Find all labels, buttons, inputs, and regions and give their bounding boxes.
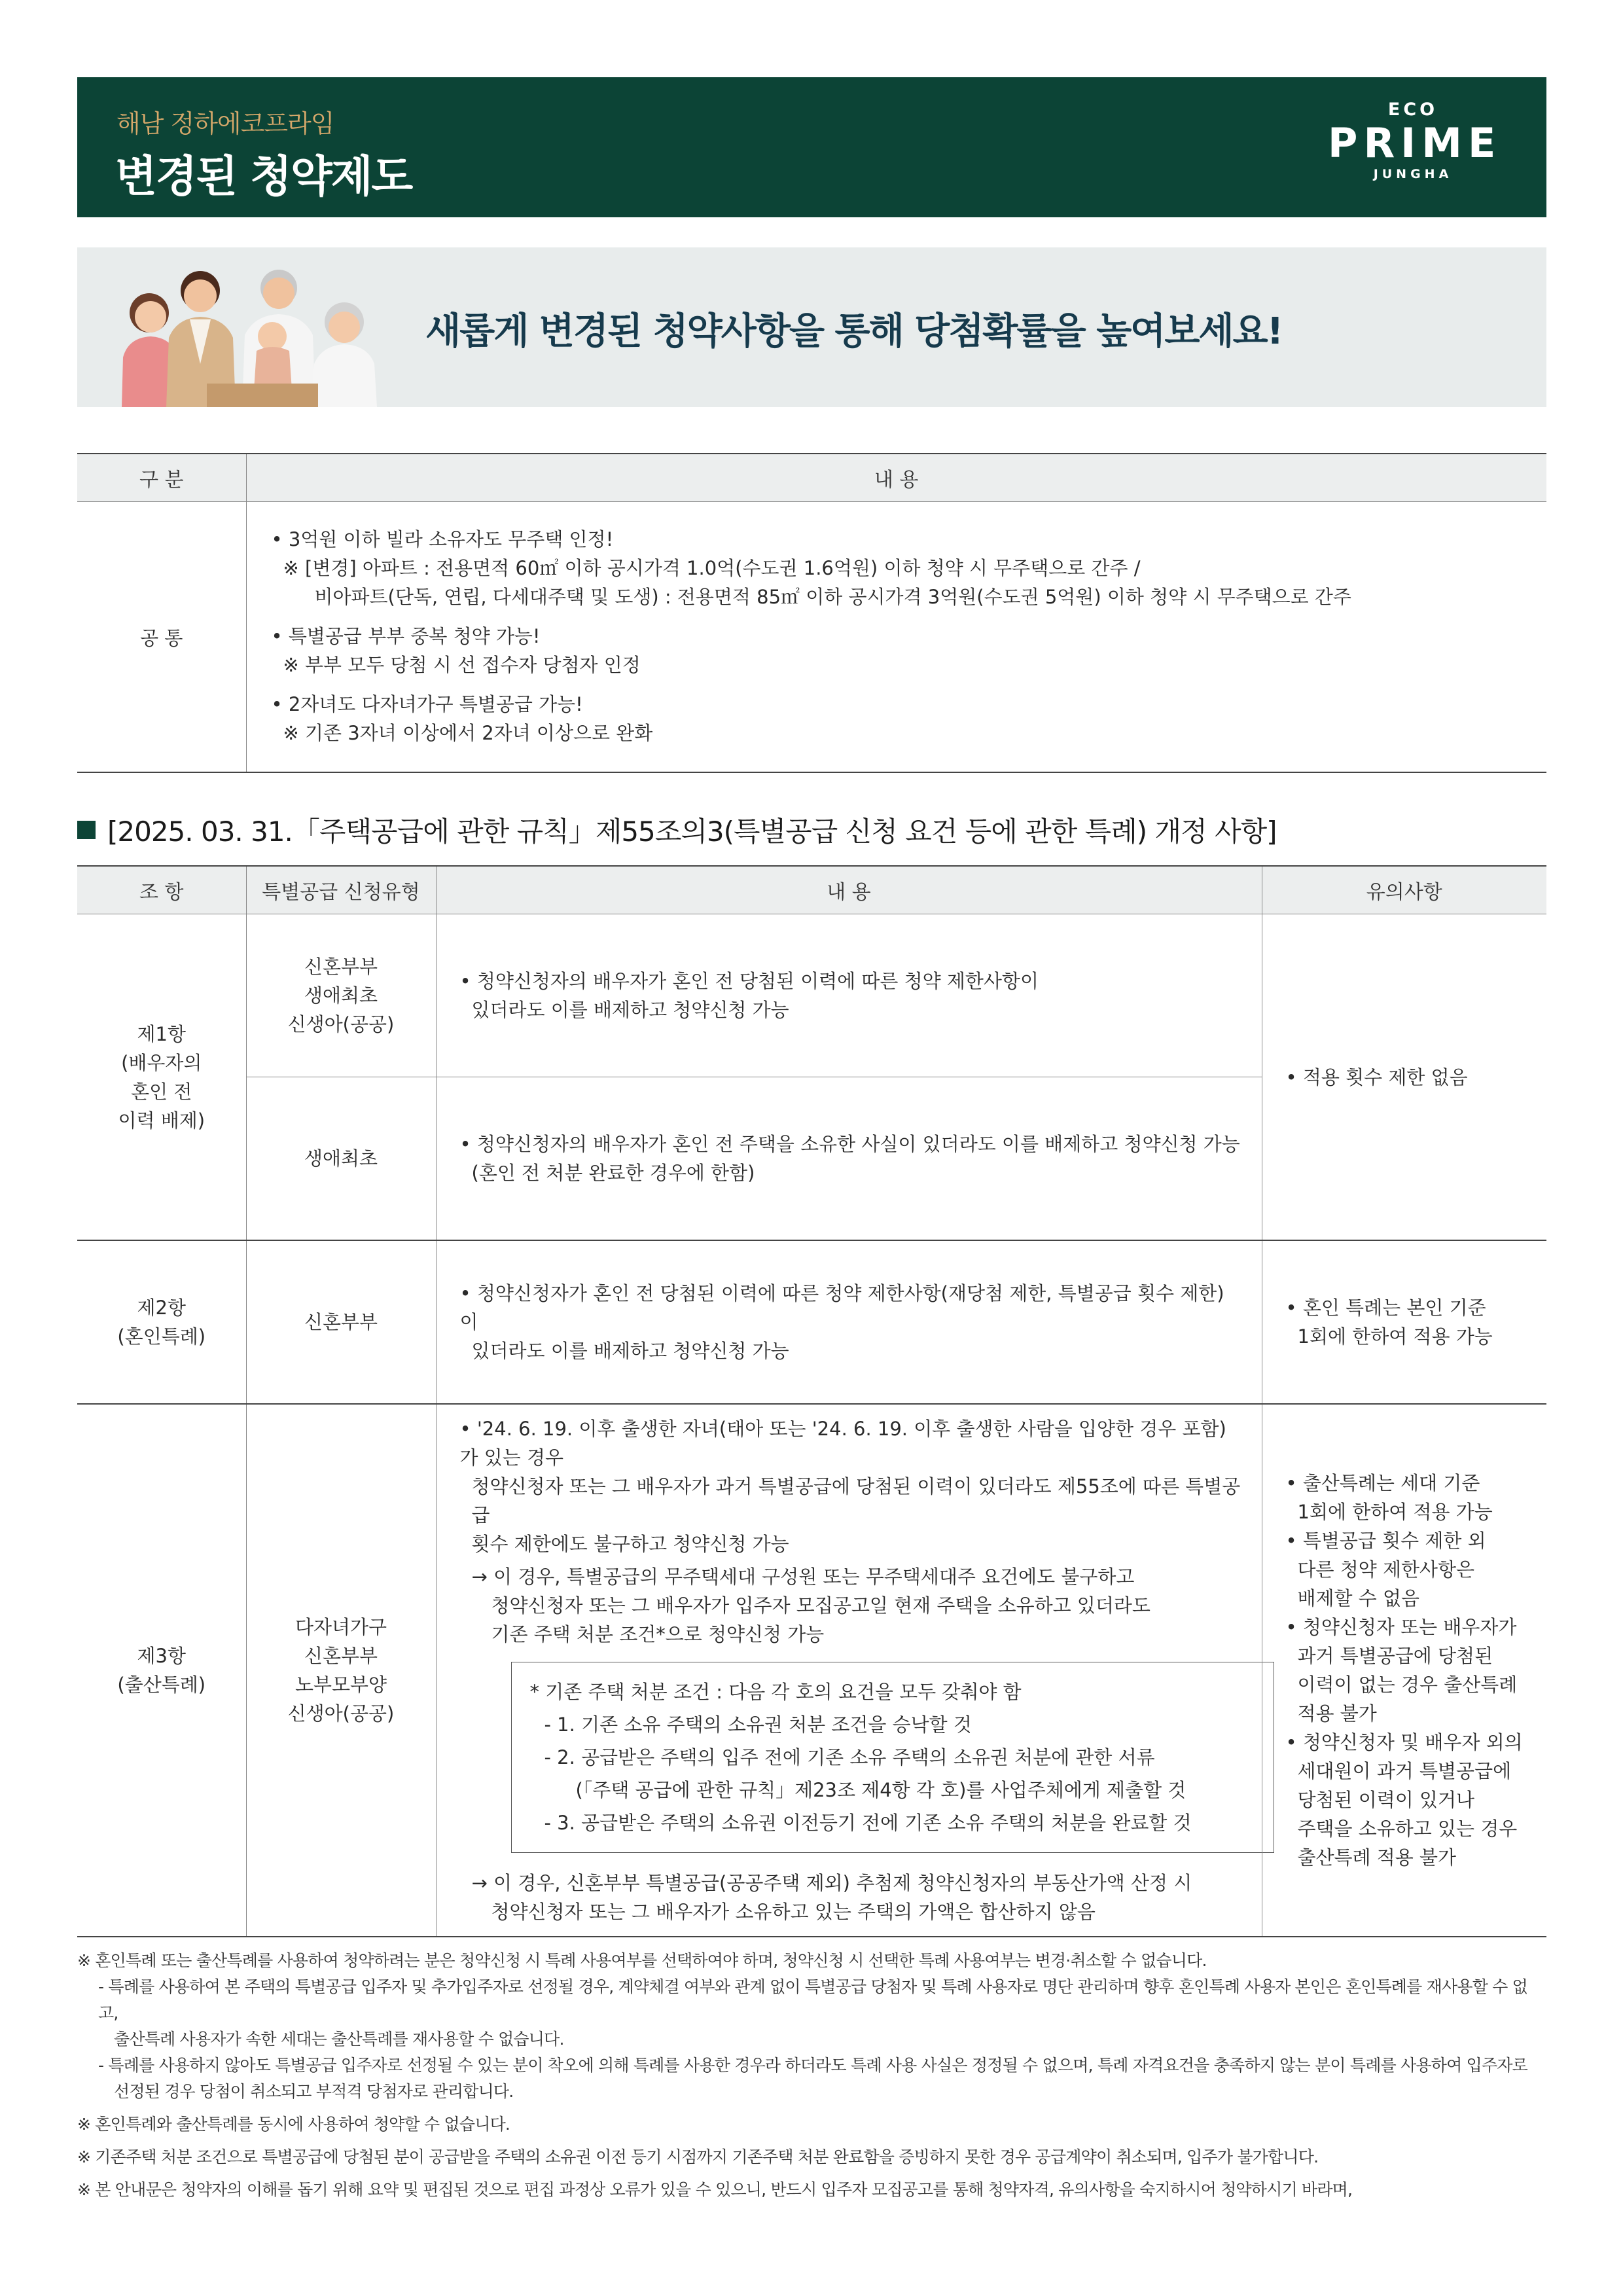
list-item — [272, 622, 1527, 679]
note-line: 이력이 없는 경우 출산특례 — [1297, 1674, 1518, 1696]
note-line: 출산특례 적용 불가 — [1297, 1846, 1457, 1869]
footnote-line: 선정된 경우 당첨이 취소되고 부적격 당첨자로 관리합니다. — [114, 2082, 514, 2101]
type-cell: 신혼부부 — [246, 1240, 436, 1404]
note-line: 당첨된 이력이 있거나 — [1297, 1789, 1475, 1811]
content-line: • 청약신청자가 혼인 전 당첨된 이력에 따른 청약 제한사항(재당첨 제한, 특별공급 횟수 제한)이 — [459, 1282, 1224, 1333]
bullet-text: • 2자녀도 다자녀가구 특별공급 가능! — [271, 693, 583, 715]
box-line: - 3. 공급받은 주택의 소유권 이전등기 전에 기존 소유 주택의 처분을 완료할 것 — [544, 1812, 1192, 1834]
clause-line: (출산특례) — [117, 1674, 206, 1696]
footnote: ※ 본 안내문은 청약자의 이해를 돕기 위해 요약 및 편집된 것으로 편집 과정상 오류가 있을 수 있으니, 반드시 입주자 모집공고를 통해 청약자격, 유의사항을 숙지하시어 청약하시기 바라며, — [77, 2180, 1353, 2199]
bullet-text: • 3억원 이하 빌라 소유자도 무주택 인정! — [271, 528, 614, 550]
note-text: ※ 기존 3자녀 이상에서 2자녀 이상으로 완화 — [283, 722, 653, 744]
note-line: 1회에 한하여 적용 가능 — [1297, 1325, 1493, 1348]
list-item — [272, 690, 1527, 747]
disposal-conditions-box — [511, 1662, 1274, 1853]
type-line: 신생아(공공) — [287, 1013, 395, 1035]
note-line: • 청약신청자 및 배우자 외의 — [1285, 1731, 1523, 1753]
content-line: 횟수 제한에도 불구하고 청약신청 가능 — [471, 1533, 789, 1555]
table-row — [77, 1404, 1546, 1937]
content-line: • '24. 6. 19. 이후 출생한 자녀(태아 또는 '24. 6. 19. 이후 출생한 사람을 입양한 경우 포함)가 있는 경우 — [459, 1418, 1226, 1469]
col-header-content: 내 용 — [436, 866, 1262, 914]
box-line: - 2. 공급받은 주택의 입주 전에 기존 소유 주택의 소유권 처분에 관한 서류 — [544, 1746, 1155, 1768]
note-line: • 청약신청자 또는 배우자가 — [1285, 1616, 1517, 1638]
footnote-line: - 특례를 사용하여 본 주택의 특별공급 입주자 및 추가입주자로 선정될 경우, 계약체결 여부와 관계 없이 특별공급 당첨자 및 특례 사용자로 명단 관리하며 향후 혼인특례 사용자 본인은 혼인특례를 재사용할 수 없고, — [98, 1977, 1528, 2022]
logo-bottom: JUNGHA — [1373, 167, 1453, 181]
type-line: 다자녀가구 — [294, 1616, 387, 1638]
clause-cell — [77, 914, 246, 1241]
type-line: 생애최초 — [304, 984, 378, 1007]
content-line: 청약신청자 또는 그 배우자가 과거 특별공급에 당첨된 이력이 있더라도 제55조에 따른 특별공급 — [471, 1475, 1241, 1526]
content-line: • 청약신청자의 배우자가 혼인 전 당첨된 이력에 따른 청약 제한사항이 — [459, 970, 1039, 992]
list-item — [272, 525, 1527, 611]
clause-cell — [77, 1404, 246, 1937]
note-line: • 혼인 특례는 본인 기준 — [1285, 1297, 1486, 1319]
clause-line: 제3항 — [137, 1645, 186, 1667]
note-text: ※ [변경] 아파트 : 전용면적 60㎡ 이하 공시가격 1.0억(수도권 1.6억원) 이하 청약 시 무주택으로 간주 / — [283, 557, 1141, 579]
clause-line: 혼인 전 — [131, 1080, 192, 1103]
banner-headline: 새롭게 변경된 청약사항을 통해 당첨확률을 높여보세요! — [425, 310, 1283, 353]
content-cell — [436, 1077, 1262, 1241]
table-row — [77, 1240, 1546, 1404]
note-text: 비아파트(단독, 연립, 다세대주택 및 도생) : 전용면적 85㎡ 이하 공시가격 3억원(수도권 5억원) 이하 청약 시 무주택으로 간주 — [314, 586, 1351, 608]
type-line: 신혼부부 — [304, 956, 378, 978]
content-line: 있더라도 이를 배제하고 청약신청 가능 — [471, 999, 789, 1021]
footnote: ※ 기존주택 처분 조건으로 특별공급에 당첨된 분이 공급받을 주택의 소유권 이전 등기 시점까지 기존주택 처분 완료함을 증빙하지 못한 경우 공급계약이 취소되며, 입주가 불가합니다. — [77, 2147, 1319, 2166]
content-line: 있더라도 이를 배제하고 청약신청 가능 — [471, 1340, 789, 1362]
content-line: → 이 경우, 특별공급의 무주택세대 구성원 또는 무주택세대주 요건에도 불구하고 — [471, 1566, 1135, 1588]
note-line: 적용 불가 — [1297, 1702, 1377, 1725]
footnote-line: 출산특례 사용자가 속한 세대는 출산특례를 재사용할 수 없습니다. — [114, 2030, 564, 2049]
logo-main: PRIME — [1328, 119, 1502, 167]
type-cell — [246, 914, 436, 1077]
content-line: 청약신청자 또는 그 배우자가 입주자 모집공고일 현재 주택을 소유하고 있더라도 — [491, 1594, 1150, 1617]
footnote-line: ※ 혼인특례 또는 출산특례를 사용하여 청약하려는 분은 청약신청 시 특례 사용여부를 선택하여야 하며, 청약신청 시 선택한 특례 사용여부는 변경·취소할 수 없습니다. — [77, 1951, 1207, 1970]
footnotes — [77, 1948, 1546, 2210]
content-cell — [436, 914, 1262, 1077]
content-line: 청약신청자 또는 그 배우자가 소유하고 있는 주택의 가액은 합산하지 않음 — [491, 1901, 1096, 1923]
type-line: 신생아(공공) — [287, 1702, 395, 1725]
col-header-type: 특별공급 신청유형 — [246, 866, 436, 914]
footnote — [77, 1948, 1546, 2105]
note-line: 다른 청약 제한사항은 — [1297, 1558, 1475, 1581]
clause-cell — [77, 1240, 246, 1404]
common-changes-table — [77, 453, 1546, 773]
footnote: ※ 혼인특례와 출산특례를 동시에 사용하여 청약할 수 없습니다. — [77, 2115, 510, 2134]
col-header-clause: 조 항 — [77, 866, 246, 914]
note-text: ※ 부부 모두 당첨 시 선 접수자 당첨자 인정 — [283, 654, 641, 676]
clause-line: 제2항 — [137, 1297, 186, 1319]
clause-line: (배우자의 — [121, 1051, 202, 1074]
bullet-text: • 특별공급 부부 중복 청약 가능! — [271, 625, 541, 647]
eco-prime-logo — [1328, 99, 1502, 181]
clause-line: 이력 배제) — [118, 1109, 205, 1132]
note-line: • 적용 횟수 제한 없음 — [1285, 1066, 1468, 1088]
page-title: 변경된 청약제도 — [115, 151, 412, 202]
notes-cell — [1262, 914, 1546, 1241]
square-bullet-icon — [77, 821, 96, 839]
col-header-category: 구 분 — [77, 454, 246, 502]
section-title — [77, 810, 1277, 850]
footnote-line: - 특례를 사용하지 않아도 특별공급 입주자로 선정될 수 있는 분이 착오에 의해 특례를 사용한 경우라 하더라도 특례 사용 사실은 정정될 수 없으며, 특례 자격요건을 충족하지 않는 분이 특례를 사용하여 입주자로 — [98, 2056, 1528, 2075]
note-line: 세대원이 과거 특별공급에 — [1297, 1760, 1512, 1782]
col-header-content: 내 용 — [246, 454, 1546, 502]
clause-line: 제1항 — [137, 1022, 186, 1045]
note-line: 주택을 소유하고 있는 경우 — [1297, 1818, 1518, 1840]
notes-cell — [1262, 1240, 1546, 1404]
content-line: → 이 경우, 신혼부부 특별공급(공공주택 제외) 추첨제 청약신청자의 부동산가액 산정 시 — [471, 1872, 1192, 1894]
note-line: 1회에 한하여 적용 가능 — [1297, 1501, 1493, 1523]
special-supply-table — [77, 865, 1546, 1937]
table-row — [77, 502, 1546, 773]
box-line: (「주택 공급에 관한 규칙」제23조 제4항 각 호)를 사업주체에게 제출할 것 — [575, 1779, 1186, 1801]
note-line: 배제할 수 없음 — [1297, 1587, 1420, 1609]
family-illustration — [109, 259, 390, 407]
page-header — [77, 77, 1546, 217]
clause-line: (혼인특례) — [117, 1325, 206, 1348]
section-title-text: [2025. 03. 31.「주택공급에 관한 규칙」제55조의3(특별공급 신청 요건 등에 관한 특례) 개정 사항] — [107, 816, 1277, 848]
logo-top: ECO — [1387, 99, 1438, 120]
content-line: • 청약신청자의 배우자가 혼인 전 주택을 소유한 사실이 있더라도 이를 배제하고 청약신청 가능 — [459, 1133, 1240, 1155]
type-cell: 생애최초 — [246, 1077, 436, 1241]
content-cell — [436, 1404, 1262, 1937]
content-line: 기존 주택 처분 조건*으로 청약신청 가능 — [491, 1623, 825, 1645]
box-line: - 1. 기존 소유 주택의 소유권 처분 조건을 승낙할 것 — [544, 1713, 972, 1736]
content-cell — [246, 502, 1546, 773]
type-cell — [246, 1404, 436, 1937]
note-line: • 출산특례는 세대 기준 — [1285, 1472, 1480, 1494]
complex-name: 해남 정하에코프라임 — [116, 109, 334, 138]
content-line: (혼인 전 처분 완료한 경우에 한함) — [471, 1162, 755, 1184]
type-line: 신혼부부 — [304, 1645, 378, 1667]
category-cell: 공 통 — [77, 502, 246, 773]
promo-banner — [77, 247, 1546, 407]
note-line: • 특별공급 횟수 제한 외 — [1285, 1530, 1486, 1552]
notes-cell — [1262, 1404, 1546, 1937]
note-line: 과거 특별공급에 당첨된 — [1297, 1645, 1493, 1667]
content-cell — [436, 1240, 1262, 1404]
type-line: 노부모부양 — [294, 1674, 387, 1696]
table-row — [77, 914, 1546, 1077]
col-header-notes: 유의사항 — [1262, 866, 1546, 914]
box-line: * 기존 주택 처분 조건 : 다음 각 호의 요건을 모두 갖춰야 함 — [529, 1681, 1022, 1703]
